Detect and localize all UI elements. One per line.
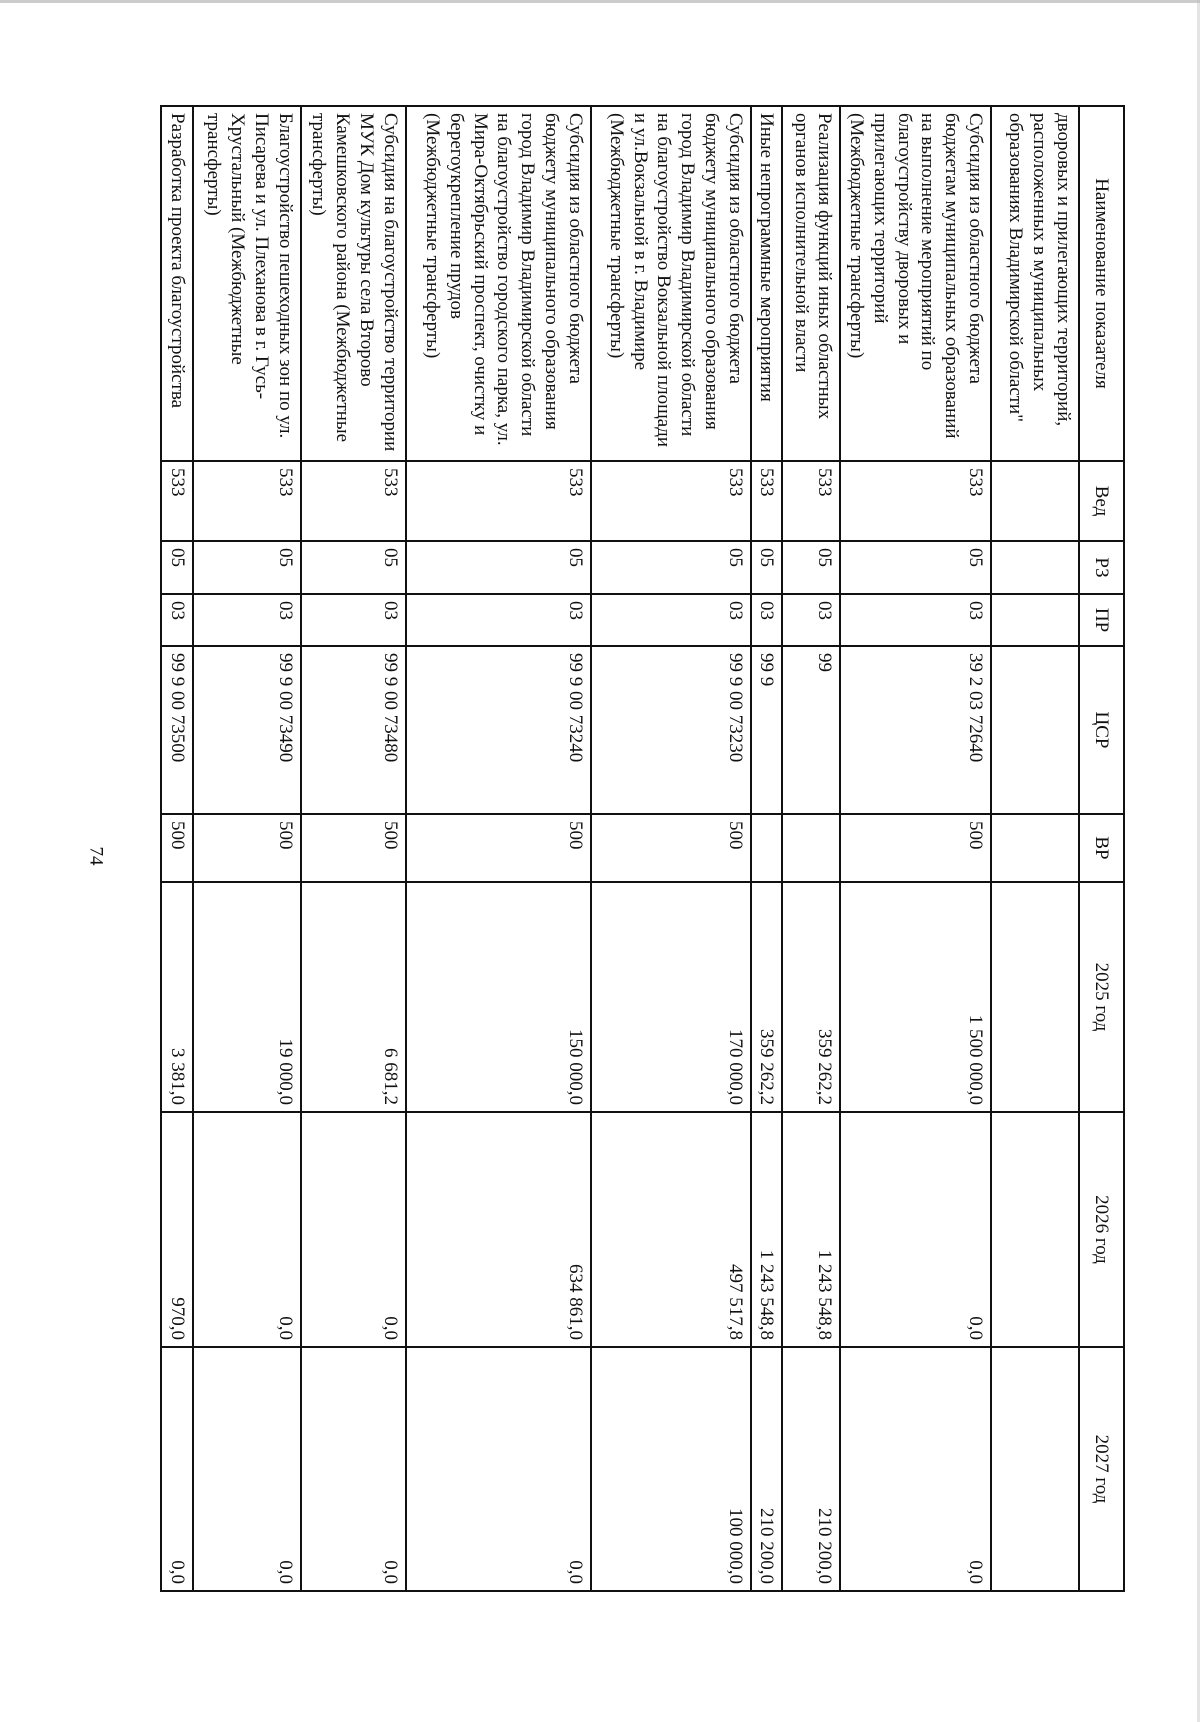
cell-ved: 533 (161, 461, 193, 541)
cell-rz: 05 (591, 541, 751, 594)
header-2025: 2025 год (1079, 882, 1124, 1112)
cell-name: Субсидия из областного бюджета бюджету муниципального образования город Владимир Владимирской области на благоустройство Вокзальной площади и ул.Вокзальной в г. Владимире (Межбюджетные трансферты) (591, 106, 751, 461)
cell-ved: 533 (841, 461, 992, 541)
cell-rz (991, 541, 1079, 594)
cell-2027: 100 000,0 (591, 1347, 751, 1591)
cell-2027: 0,0 (301, 1347, 406, 1591)
cell-pr: 03 (161, 594, 193, 646)
cell-vr: 500 (301, 814, 406, 882)
table-row (301, 106, 406, 1591)
cell-ved: 533 (783, 461, 841, 541)
cell-csr: 99 9 00 73480 (301, 646, 406, 814)
cell-ved: 533 (406, 461, 591, 541)
cell-vr: 500 (841, 814, 992, 882)
cell-rz: 05 (841, 541, 992, 594)
cell-vr (783, 814, 841, 882)
table-row (161, 106, 193, 1591)
cell-csr: 99 9 00 73490 (193, 646, 301, 814)
cell-rz: 05 (301, 541, 406, 594)
cell-2025 (991, 882, 1079, 1112)
cell-2027 (991, 1347, 1079, 1591)
cell-csr: 99 9 (751, 646, 783, 814)
cell-vr: 500 (193, 814, 301, 882)
cell-rz: 05 (783, 541, 841, 594)
cell-2026: 634 861,0 (406, 1112, 591, 1347)
cell-2026: 970,0 (161, 1112, 193, 1347)
header-ved: Вед (1079, 461, 1124, 541)
cell-ved: 533 (591, 461, 751, 541)
cell-2025: 1 500 000,0 (841, 882, 992, 1112)
cell-name: Иные непрограммные мероприятия (751, 106, 783, 461)
cell-2025: 359 262,2 (751, 882, 783, 1112)
cell-ved: 533 (193, 461, 301, 541)
cell-pr (991, 594, 1079, 646)
cell-2027: 0,0 (193, 1347, 301, 1591)
cell-csr: 99 (783, 646, 841, 814)
cell-vr (751, 814, 783, 882)
table-row (841, 106, 992, 1591)
table-row (783, 106, 841, 1591)
header-vr: ВР (1079, 814, 1124, 882)
table-row (406, 106, 591, 1591)
cell-rz: 05 (406, 541, 591, 594)
header-rz: РЗ (1079, 541, 1124, 594)
cell-pr: 03 (193, 594, 301, 646)
cell-2027: 0,0 (841, 1347, 992, 1591)
cell-name: Субсидия из областного бюджета бюджету муниципального образования город Владимир Владимирской области на благоустройство городского парка, ул. Мира-Октябрьский проспект, очистку и берегоукрепление прудов (Межбюджетные трансферты) (406, 106, 591, 461)
header-csr: ЦСР (1079, 646, 1124, 814)
cell-2027: 210 200,0 (751, 1347, 783, 1591)
cell-name: Благоустройство пешеходных зон по ул. Писарева и ул. Плеханова в г. Гусь-Хрустальный (Межбюджетные трансферты) (193, 106, 301, 461)
cell-2025: 150 000,0 (406, 882, 591, 1112)
cell-csr: 99 9 00 73500 (161, 646, 193, 814)
budget-table (160, 105, 1125, 1592)
table-row (193, 106, 301, 1591)
cell-vr: 500 (591, 814, 751, 882)
cell-2025: 19 000,0 (193, 882, 301, 1112)
cell-pr: 03 (406, 594, 591, 646)
cell-pr: 03 (783, 594, 841, 646)
cell-2027: 0,0 (406, 1347, 591, 1591)
table-row (751, 106, 783, 1591)
table-row (991, 106, 1079, 1591)
cell-2025: 3 381,0 (161, 882, 193, 1112)
rotated-table-container (165, 105, 1125, 1590)
cell-2026: 0,0 (841, 1112, 992, 1347)
table-row (591, 106, 751, 1591)
cell-name: Реализация функций иных областных органов исполнительной власти (783, 106, 841, 461)
cell-2026: 1 243 548,8 (783, 1112, 841, 1347)
scan-top-edge (0, 0, 1200, 3)
cell-csr: 39 2 03 72640 (841, 646, 992, 814)
cell-name: Субсидия на благоустройство территории МУК Дом культуры села Второво Камешковского района (Межбюджетные трансферты) (301, 106, 406, 461)
header-pr: ПР (1079, 594, 1124, 646)
cell-rz: 05 (751, 541, 783, 594)
cell-pr: 03 (841, 594, 992, 646)
cell-2026: 1 243 548,8 (751, 1112, 783, 1347)
cell-2026 (991, 1112, 1079, 1347)
cell-2026: 0,0 (301, 1112, 406, 1347)
cell-name: дворовых и прилегающих территорий, расположенных в муниципальных образованиях Владимирской области" (991, 106, 1079, 461)
cell-2025: 6 681,2 (301, 882, 406, 1112)
cell-vr: 500 (406, 814, 591, 882)
cell-ved (991, 461, 1079, 541)
cell-rz: 05 (193, 541, 301, 594)
cell-pr: 03 (751, 594, 783, 646)
cell-2026: 497 517,8 (591, 1112, 751, 1347)
cell-rz: 05 (161, 541, 193, 594)
cell-ved: 533 (301, 461, 406, 541)
cell-2026: 0,0 (193, 1112, 301, 1347)
cell-2025: 359 262,2 (783, 882, 841, 1112)
cell-csr (991, 646, 1079, 814)
cell-2027: 210 200,0 (783, 1347, 841, 1591)
cell-name: Разработка проекта благоустройства (161, 106, 193, 461)
cell-2027: 0,0 (161, 1347, 193, 1591)
cell-csr: 99 9 00 73240 (406, 646, 591, 814)
cell-name: Субсидия из областного бюджета бюджетам муниципальных образований на выполнение мероприятий по благоустройству дворовых и прилегающих территорий (Межбюджетные трансферты) (841, 106, 992, 461)
cell-vr: 500 (161, 814, 193, 882)
cell-pr: 03 (301, 594, 406, 646)
header-2027: 2027 год (1079, 1347, 1124, 1591)
table-header-row (1079, 106, 1124, 1591)
cell-vr (991, 814, 1079, 882)
cell-2025: 170 000,0 (591, 882, 751, 1112)
header-name: Наименование показателя (1079, 106, 1124, 461)
page-number: 74 (85, 846, 107, 866)
cell-csr: 99 9 00 73230 (591, 646, 751, 814)
cell-ved: 533 (751, 461, 783, 541)
cell-pr: 03 (591, 594, 751, 646)
header-2026: 2026 год (1079, 1112, 1124, 1347)
